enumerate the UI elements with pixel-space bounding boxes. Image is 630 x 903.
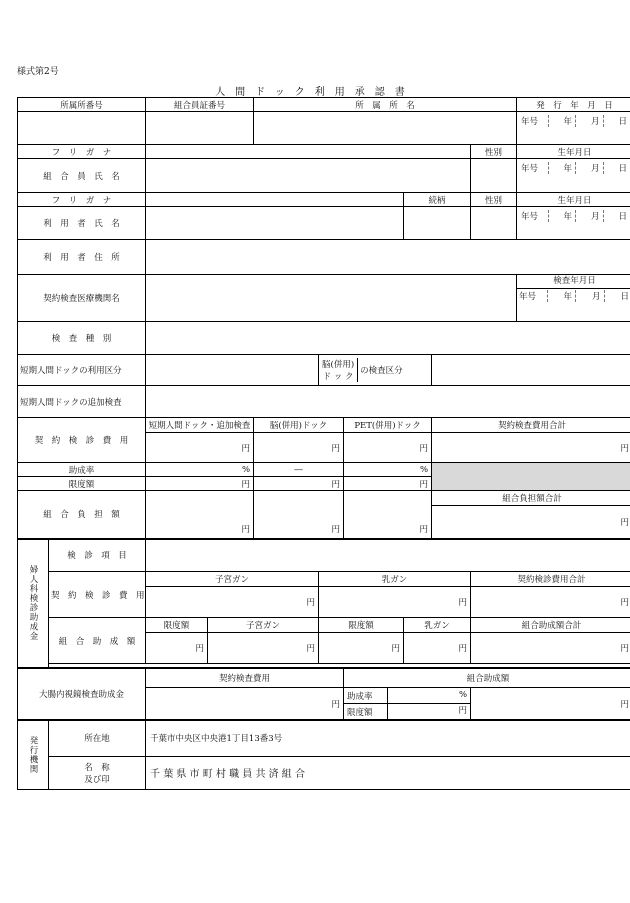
brain-dock-category-field[interactable] — [432, 355, 630, 386]
contract-cost-label: 契 約 検 診 費 用 — [18, 418, 146, 463]
user-furigana-field[interactable] — [146, 193, 404, 207]
colon-rate-limit[interactable]: 助成率 % 限度額 円 — [344, 688, 471, 721]
gyn-cost-total-header: 契約検診費用合計 — [471, 572, 630, 587]
brain-rate-dash: ― — [254, 463, 344, 477]
pet-burden-field[interactable]: 円 — [344, 491, 432, 539]
gyn-uterine-cost-field[interactable]: 円 — [146, 587, 319, 618]
pet-limit-field[interactable]: 円 — [344, 477, 432, 491]
user-birthdate-label: 生年月日 — [517, 193, 630, 207]
cost-total-field[interactable]: 円 — [432, 433, 630, 463]
office-no-header: 所属所番号 — [18, 98, 146, 112]
burden-total-label: 組合負担額合計 — [432, 491, 630, 506]
gyn-breast-limit-field[interactable]: 円 — [319, 633, 404, 664]
user-address-field[interactable] — [146, 240, 630, 275]
office-no-field[interactable] — [18, 112, 146, 145]
pet-dock-cost-field[interactable]: 円 — [344, 433, 432, 463]
colon-cost-header: 契約検査費用 — [146, 668, 344, 688]
gyn-uterine-limit-field[interactable]: 円 — [146, 633, 208, 664]
user-name-label: 利 用 者 氏 名 — [18, 207, 146, 240]
burden-total-field[interactable]: 円 — [432, 506, 630, 539]
gyn-cost-total-field[interactable]: 円 — [471, 587, 630, 618]
gyn-breast-limit-header: 限度額 — [319, 618, 404, 633]
user-gender-label: 性別 — [471, 193, 517, 207]
col-pet-dock: PET(併用)ドック — [344, 418, 432, 433]
subsidy-rate-label: 助成率 — [18, 463, 146, 477]
pet-rate-field[interactable]: % — [344, 463, 432, 477]
office-name-header: 所 属 所 名 — [254, 98, 517, 112]
short-limit-field[interactable]: 円 — [146, 477, 254, 491]
member-name-field[interactable] — [146, 159, 471, 193]
issuer-name: 千 葉 県 市 町 村 職 員 共 済 組 合 — [146, 756, 630, 789]
gyn-items-label: 検 診 項 目 — [49, 539, 146, 572]
gyn-subsidy-total-field[interactable]: 円 — [471, 633, 630, 664]
brain-dock-category-label: 脳(併用) ド ッ ク の検査区分 — [319, 355, 432, 386]
gyn-uterine-subsidy-header: 子宮ガン — [208, 618, 319, 633]
gyn-breast-cost-field[interactable]: 円 — [319, 587, 471, 618]
exam-date-label: 検査年月日 — [517, 275, 630, 289]
gyn-items-field[interactable] — [146, 539, 630, 572]
exam-date-field[interactable]: 検査年月日 年号 年 月 日 — [517, 275, 630, 322]
short-burden-field[interactable]: 円 — [146, 491, 254, 539]
issue-date-header: 発 行 年 月 日 — [517, 98, 630, 112]
user-address-label: 利 用 者 住 所 — [18, 240, 146, 275]
user-relation-field[interactable] — [404, 207, 471, 240]
user-name-field[interactable] — [146, 207, 404, 240]
col-short-dock: 短期人間ドック・追加検査 — [146, 418, 254, 433]
gyn-subsidy-label: 組 合 助 成 額 — [49, 618, 146, 664]
institution-label: 契約検査医療機関名 — [18, 275, 146, 322]
gyn-breast-subsidy-field[interactable]: 円 — [404, 633, 471, 664]
colon-subsidy-header: 組合助成額 — [344, 668, 630, 688]
colon-label: 大腸内視鏡検査助成金 — [18, 668, 146, 721]
gyn-uterine-header: 子宮ガン — [146, 572, 319, 587]
user-gender-field[interactable] — [471, 207, 517, 240]
col-brain-dock: 脳(併用)ドック — [254, 418, 344, 433]
user-birthdate-field[interactable]: 年号 年 月 日 — [517, 207, 630, 240]
brain-limit-field[interactable]: 円 — [254, 477, 344, 491]
short-additional-label: 短期人間ドックの追加検査 — [18, 386, 146, 418]
col-cost-total: 契約検査費用合計 — [432, 418, 630, 433]
page-title: 人間ドック利用承認書 — [215, 87, 415, 98]
member-birthdate-label: 生年月日 — [517, 145, 630, 159]
member-furigana-field[interactable] — [146, 145, 471, 159]
limit-label: 限度額 — [18, 477, 146, 491]
gyn-subsidy-total-header: 組合助成額合計 — [471, 618, 630, 633]
colon-subsidy-field[interactable]: 円 — [471, 688, 630, 721]
office-name-field[interactable] — [254, 112, 517, 145]
institution-field[interactable] — [146, 275, 517, 322]
brain-dock-cost-field[interactable]: 円 — [254, 433, 344, 463]
gyn-breast-subsidy-header: 乳ガン — [404, 618, 471, 633]
exam-type-field[interactable] — [146, 322, 630, 355]
issuer-side-label: 発行機関 — [18, 720, 49, 789]
member-furigana-label: フ リ ガ ナ — [18, 145, 146, 159]
approval-form-table — [17, 97, 630, 790]
colon-cost-field[interactable]: 円 — [146, 688, 344, 721]
form-number: 様式第2号 — [17, 67, 59, 77]
issuer-address-label: 所在地 — [49, 720, 146, 756]
gyn-uterine-subsidy-field[interactable]: 円 — [208, 633, 319, 664]
member-card-no-header: 組合員証番号 — [146, 98, 254, 112]
short-usage-field[interactable] — [146, 355, 319, 386]
gyn-breast-header: 乳ガン — [319, 572, 471, 587]
member-birthdate-field[interactable]: 年号 年 月 日 — [517, 159, 630, 193]
member-burden-label: 組 合 負 担 額 — [18, 491, 146, 539]
short-rate-field[interactable]: % — [146, 463, 254, 477]
exam-type-label: 検 査 種 別 — [18, 322, 146, 355]
short-dock-cost-field[interactable]: 円 — [146, 433, 254, 463]
short-usage-label: 短期人間ドックの利用区分 — [18, 355, 146, 386]
gyn-uterine-limit-header: 限度額 — [146, 618, 208, 633]
issuer-address: 千葉市中央区中央港1丁目13番3号 — [146, 720, 630, 756]
short-additional-field[interactable] — [146, 386, 630, 418]
member-gender-label: 性別 — [471, 145, 517, 159]
user-furigana-label: フ リ ガ ナ — [18, 193, 146, 207]
brain-burden-field[interactable]: 円 — [254, 491, 344, 539]
user-relation-label: 続柄 — [404, 193, 471, 207]
gyn-cost-label: 契 約 検 診 費 用 — [49, 572, 146, 618]
issue-date-field[interactable]: 年号 年 月 日 — [517, 112, 630, 145]
shaded-cell — [432, 463, 630, 491]
member-gender-field[interactable] — [471, 159, 517, 193]
gyn-side-label: 婦人科検診助成金 — [18, 539, 49, 668]
member-name-label: 組 合 員 氏 名 — [18, 159, 146, 193]
issuer-name-label: 名 称 及び印 — [49, 756, 146, 789]
member-card-no-field[interactable] — [146, 112, 254, 145]
